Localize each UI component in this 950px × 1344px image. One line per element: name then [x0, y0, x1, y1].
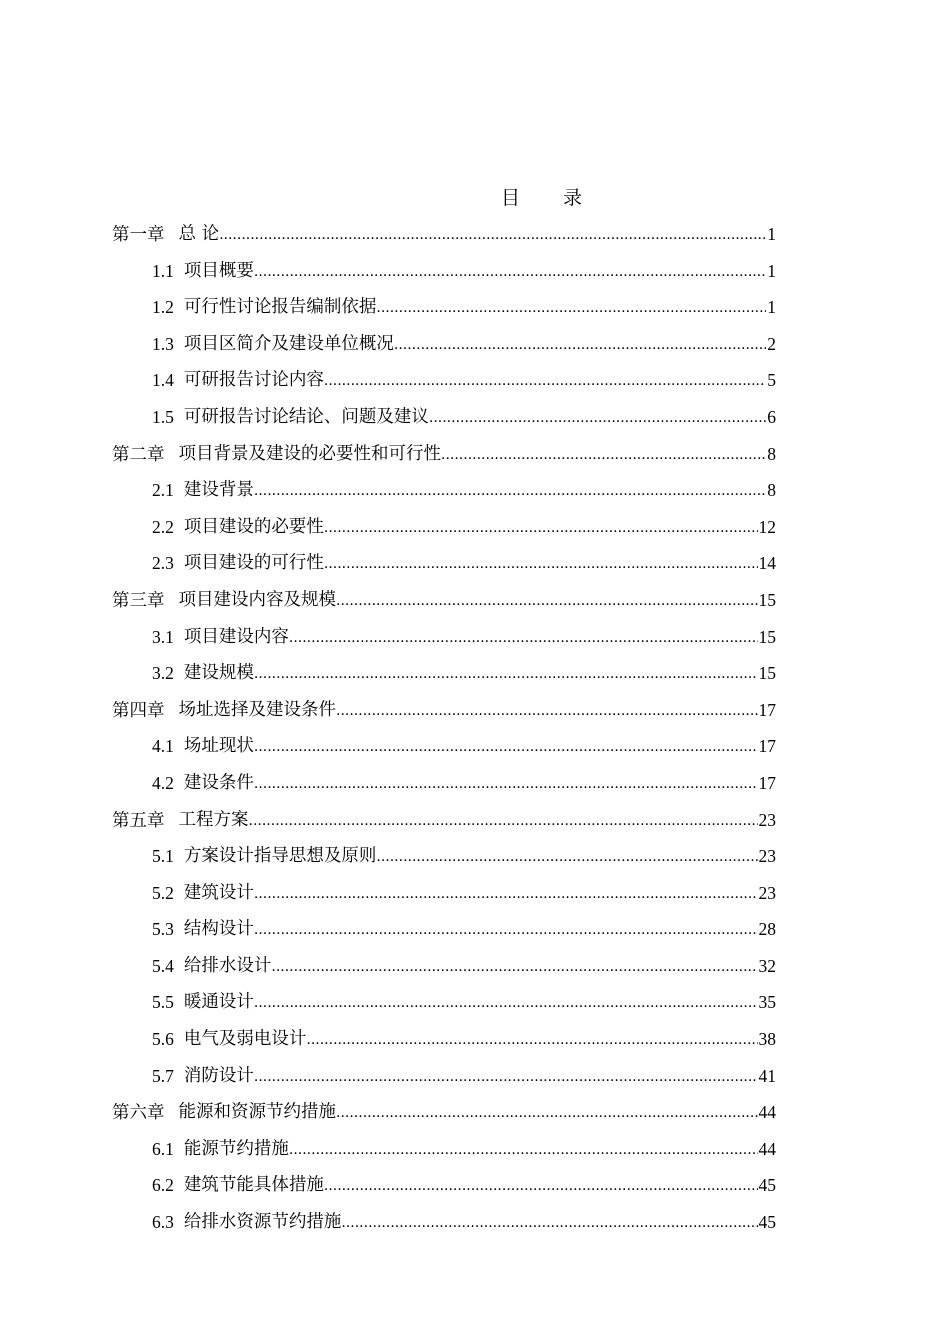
- toc-entry-number: 2.3: [152, 553, 174, 574]
- toc-entry-page: 12: [758, 516, 776, 537]
- toc-entry-number: 5.7: [152, 1065, 174, 1086]
- toc-entry-number: 2.1: [152, 480, 174, 501]
- toc-section-entry[interactable]: [112, 619, 776, 656]
- toc-chapter-entry[interactable]: [112, 216, 776, 253]
- dot-leader: [376, 289, 766, 326]
- toc-chapter-entry[interactable]: [112, 582, 776, 619]
- toc-entry-title: 结构设计: [183, 919, 254, 940]
- toc-section-entry[interactable]: [112, 1167, 776, 1204]
- dot-leader: [324, 509, 758, 546]
- toc-entry-number: 1.1: [152, 260, 174, 281]
- toc-entry-title: 可行性讨论报告编制依据: [183, 297, 377, 318]
- dot-leader: [254, 472, 766, 509]
- dot-leader: [254, 655, 758, 692]
- toc-entry-title: 可研报告讨论内容: [183, 370, 324, 391]
- dot-leader: [376, 838, 757, 875]
- toc-entry-page: 15: [758, 589, 776, 610]
- toc-entry-title: 建筑设计: [183, 882, 254, 903]
- dot-leader: [324, 545, 758, 582]
- toc-entry-page: 23: [758, 809, 776, 830]
- toc-entry-title: 建设规模: [183, 663, 254, 684]
- dot-leader: [254, 984, 758, 1021]
- toc-entry-number: 第五章: [112, 809, 165, 830]
- toc-entry-title: 项目建设内容及规模: [178, 589, 336, 610]
- toc-entry-title: 建设背景: [183, 480, 254, 501]
- toc-entry-page: 15: [758, 626, 776, 647]
- toc-entry-title: 电气及弱电设计: [183, 1029, 307, 1050]
- toc-chapter-entry[interactable]: [112, 1094, 776, 1131]
- dot-leader: [254, 1058, 758, 1095]
- toc-entry-title: 场址选择及建设条件: [178, 699, 336, 720]
- dot-leader: [289, 1131, 758, 1168]
- dot-leader: [289, 619, 758, 656]
- dot-leader: [336, 1094, 758, 1131]
- toc-entry-page: 14: [758, 553, 776, 574]
- toc-entry-page: 38: [758, 1029, 776, 1050]
- toc-section-entry[interactable]: [112, 472, 776, 509]
- toc-entry-title: 工程方案: [178, 809, 249, 830]
- toc-entry-number: 4.2: [152, 772, 174, 793]
- toc-section-entry[interactable]: [112, 655, 776, 692]
- toc-entry-page: 35: [758, 992, 776, 1013]
- toc-section-entry[interactable]: [112, 362, 776, 399]
- toc-entry-page: 2: [767, 333, 776, 354]
- toc-entry-title: 能源节约措施: [183, 1138, 289, 1159]
- toc-entry-number: 5.5: [152, 992, 174, 1013]
- toc-entry-number: 第二章: [112, 443, 165, 464]
- toc-entry-page: 8: [767, 480, 776, 501]
- toc-entry-number: 6.2: [152, 1175, 174, 1196]
- toc-entry-title: 总 论: [178, 224, 220, 244]
- dot-leader: [219, 216, 766, 253]
- dot-leader: [441, 436, 766, 473]
- toc-entry-number: 1.4: [152, 370, 174, 391]
- dot-leader: [249, 802, 758, 839]
- dot-leader: [254, 911, 758, 948]
- toc-entry-page: 17: [758, 736, 776, 757]
- toc-entry-page: 17: [758, 772, 776, 793]
- toc-entry-number: 1.5: [152, 406, 174, 427]
- toc-entry-title: 给排水设计: [183, 955, 272, 976]
- toc-entry-page: 32: [758, 955, 776, 976]
- toc-entry-title: 暖通设计: [183, 992, 254, 1013]
- toc-entry-page: 23: [758, 882, 776, 903]
- toc-entry-page: 41: [758, 1065, 776, 1086]
- toc-entry-title: 消防设计: [183, 1065, 254, 1086]
- toc-entry-title: 方案设计指导思想及原则: [183, 846, 377, 867]
- toc-entry-title: 项目区简介及建设单位概况: [183, 333, 394, 354]
- dot-leader: [394, 326, 766, 363]
- toc-entry-number: 1.3: [152, 333, 174, 354]
- toc-entry-number: 5.3: [152, 919, 174, 940]
- toc-entry-number: 第六章: [112, 1102, 165, 1123]
- toc-entry-page: 8: [767, 443, 776, 464]
- toc-entry-number: 第四章: [112, 699, 165, 720]
- dot-leader: [341, 1204, 757, 1241]
- dot-leader: [336, 692, 758, 729]
- toc-entry-title: 给排水资源节约措施: [183, 1212, 342, 1233]
- toc-entry-page: 6: [767, 406, 776, 427]
- toc-section-entry[interactable]: [112, 399, 776, 436]
- toc-entry-number: 5.1: [152, 846, 174, 867]
- toc-entry-title: 项目概要: [183, 260, 254, 281]
- toc-section-entry[interactable]: [112, 948, 776, 985]
- toc-entry-title: 可研报告讨论结论、问题及建议: [183, 406, 429, 427]
- toc-chapter-entry[interactable]: [112, 802, 776, 839]
- toc-entry-page: 15: [758, 663, 776, 684]
- toc-section-entry[interactable]: [112, 545, 776, 582]
- dot-leader: [254, 765, 758, 802]
- toc-entry-title: 项目建设内容: [183, 626, 289, 647]
- toc-entry-page: 45: [758, 1175, 776, 1196]
- toc-entry-number: 5.4: [152, 955, 174, 976]
- toc-entry-page: 45: [758, 1212, 776, 1233]
- toc-section-entry[interactable]: [112, 911, 776, 948]
- toc-entry-number: 2.2: [152, 516, 174, 537]
- toc-entry-number: 3.1: [152, 626, 174, 647]
- toc-entry-title: 能源和资源节约措施: [178, 1102, 336, 1123]
- toc-entry-title: 建筑节能具体措施: [183, 1175, 324, 1196]
- toc-section-entry[interactable]: [112, 1021, 776, 1058]
- toc-entry-page: 28: [758, 919, 776, 940]
- toc-section-entry[interactable]: [112, 838, 776, 875]
- toc-entry-title: 项目背景及建设的必要性和可行性: [178, 443, 441, 464]
- toc-entry-page: 44: [758, 1138, 776, 1159]
- toc-section-entry[interactable]: [112, 289, 776, 326]
- table-of-contents: [112, 216, 776, 1241]
- toc-entry-number: 5.6: [152, 1029, 174, 1050]
- dot-leader: [254, 875, 758, 912]
- toc-entry-page: 1: [767, 224, 776, 244]
- toc-entry-page: 1: [767, 297, 776, 318]
- toc-section-entry[interactable]: [112, 509, 776, 546]
- toc-entry-number: 1.2: [152, 297, 174, 318]
- toc-title: 目 录: [500, 187, 594, 209]
- toc-section-entry[interactable]: [112, 253, 776, 290]
- dot-leader: [306, 1021, 757, 1058]
- toc-section-entry[interactable]: [112, 728, 776, 765]
- toc-entry-page: 23: [758, 846, 776, 867]
- toc-section-entry[interactable]: [112, 326, 776, 363]
- dot-leader: [254, 728, 758, 765]
- dot-leader: [324, 1167, 758, 1204]
- toc-section-entry[interactable]: [112, 1204, 776, 1241]
- toc-entry-page: 5: [767, 370, 776, 391]
- toc-chapter-entry[interactable]: [112, 692, 776, 729]
- toc-entry-number: 4.1: [152, 736, 174, 757]
- toc-section-entry[interactable]: [112, 1131, 776, 1168]
- toc-entry-title: 项目建设的必要性: [183, 516, 324, 537]
- toc-entry-number: 6.3: [152, 1212, 174, 1233]
- toc-section-entry[interactable]: [112, 875, 776, 912]
- toc-entry-page: 1: [767, 260, 776, 281]
- dot-leader: [429, 399, 766, 436]
- toc-entry-number: 6.1: [152, 1138, 174, 1159]
- toc-entry-number: 第三章: [112, 589, 165, 610]
- toc-entry-number: 3.2: [152, 663, 174, 684]
- toc-chapter-entry[interactable]: [112, 436, 776, 473]
- toc-section-entry[interactable]: [112, 1058, 776, 1095]
- toc-entry-page: 44: [758, 1102, 776, 1123]
- dot-leader: [271, 948, 757, 985]
- toc-entry-title: 场址现状: [183, 736, 254, 757]
- toc-section-entry[interactable]: [112, 984, 776, 1021]
- dot-leader: [254, 253, 766, 290]
- toc-entry-title: 建设条件: [183, 772, 254, 793]
- toc-entry-number: 第一章: [112, 224, 165, 244]
- toc-entry-title: 项目建设的可行性: [183, 553, 324, 574]
- toc-entry-page: 17: [758, 699, 776, 720]
- toc-entry-number: 5.2: [152, 882, 174, 903]
- dot-leader: [336, 582, 758, 619]
- toc-section-entry[interactable]: [112, 765, 776, 802]
- dot-leader: [324, 362, 766, 399]
